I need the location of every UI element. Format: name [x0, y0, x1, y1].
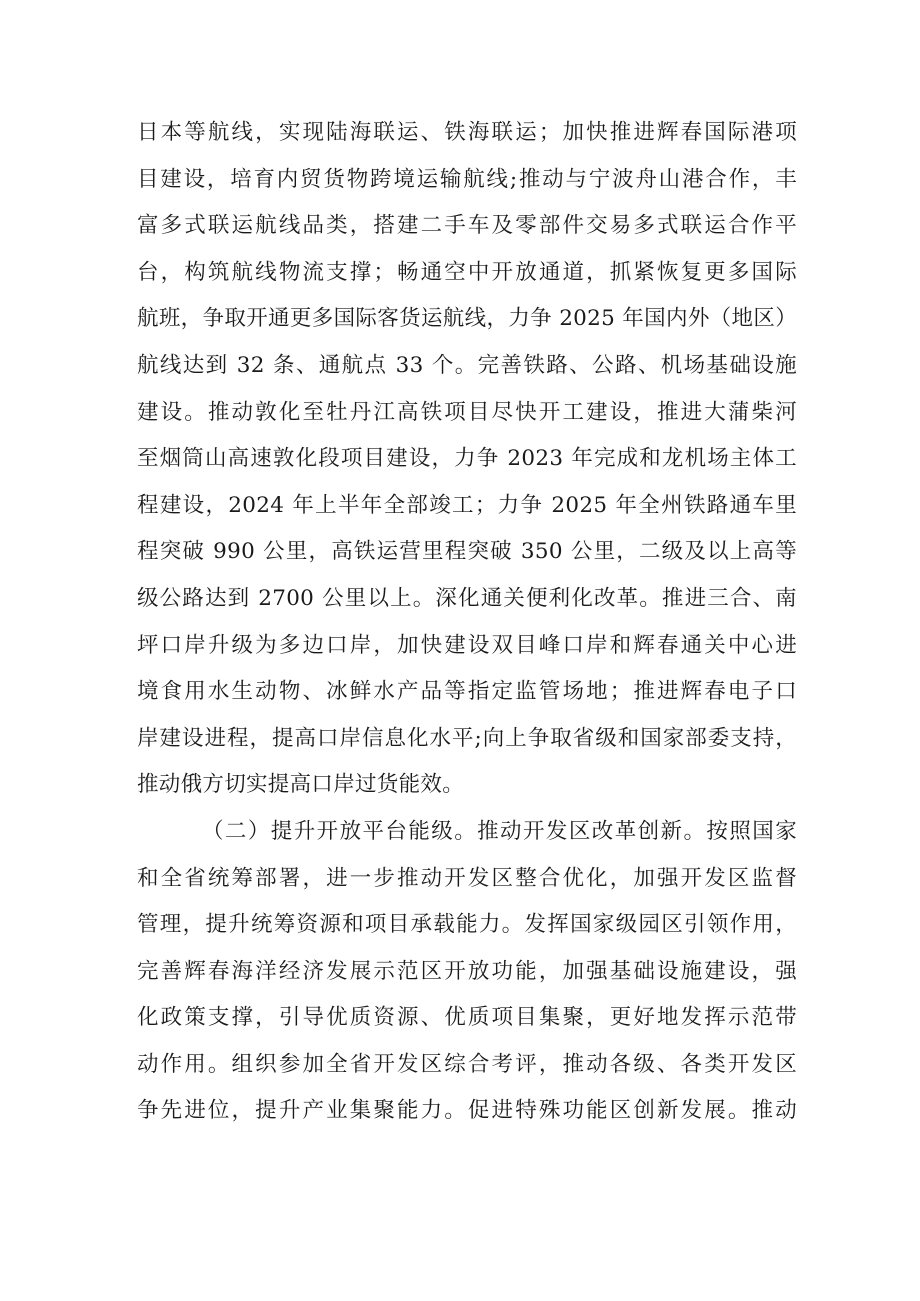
text-line: 富多式联运航线品类，搭建二手车及零部件交易多式联运合作平 — [137, 213, 797, 239]
text-line: 级公路达到 2700 公里以上。深化通关便利化改革。推进三合、南 — [137, 585, 797, 611]
text-line: 管理，提升统筹资源和项目承载能力。发挥国家级园区引领作用， — [137, 912, 797, 938]
paragraph-2 — [137, 809, 797, 1135]
text-line: 日本等航线，实现陆海联运、铁海联运；加快推进辉春国际港项 — [137, 120, 797, 145]
text-line: 化政策支撑，引导优质资源、优质项目集聚，更好地发挥示范带 — [137, 1005, 797, 1031]
text-line: 岸建设进程，提高口岸信息化水平;向上争取省级和国家部委支持， — [137, 725, 797, 751]
text-line: 程建设，2024 年上半年全部竣工；力争 2025 年全州铁路通车里 — [137, 492, 797, 518]
text-line: 境食用水生动物、冰鲜水产品等指定监管场地；推进辉春电子口 — [137, 679, 797, 705]
text-line: 航班，争取开通更多国际客货运航线，力争 2025 年国内外（地区） — [137, 306, 797, 332]
text-line: 完善辉春海洋经济发展示范区开放功能，加强基础设施建设，强 — [137, 958, 797, 984]
text-line: 和全省统筹部署，进一步推动开发区整合优化，加强开发区监督 — [137, 865, 797, 891]
text-line: 程突破 990 公里，高铁运营里程突破 350 公里，二级及以上高等 — [137, 539, 797, 565]
text-line: （二）提升开放平台能级。推动开发区改革创新。按照国家 — [202, 818, 797, 844]
text-line: 坪口岸升级为多边口岸，加快建设双目峰口岸和辉春通关中心进 — [137, 632, 797, 658]
text-line: 至烟筒山高速敦化段项目建设，力争 2023 年完成和龙机场主体工 — [137, 446, 797, 472]
text-line: 动作用。组织参加全省开发区综合考评，推动各级、各类开发区 — [137, 1051, 797, 1077]
text-line: 推动俄方切实提高口岸过货能效。 — [137, 772, 465, 798]
body-text — [137, 110, 797, 1135]
text-line: 航线达到 32 条、通航点 33 个。完善铁路、公路、机场基础设施 — [137, 352, 797, 378]
text-line: 争先进位，提升产业集聚能力。促进特殊功能区创新发展。推动 — [137, 1098, 797, 1124]
paragraph-1 — [137, 110, 797, 809]
text-line: 建设。推动敦化至牡丹江高铁项目尽快开工建设，推进大蒲柴河 — [137, 399, 797, 425]
text-line: 台，构筑航线物流支撑；畅通空中开放通道，抓紧恢复更多国际 — [137, 259, 797, 285]
text-line: 目建设，培育内贸货物跨境运输航线;推动与宁波舟山港合作，丰 — [137, 166, 797, 192]
